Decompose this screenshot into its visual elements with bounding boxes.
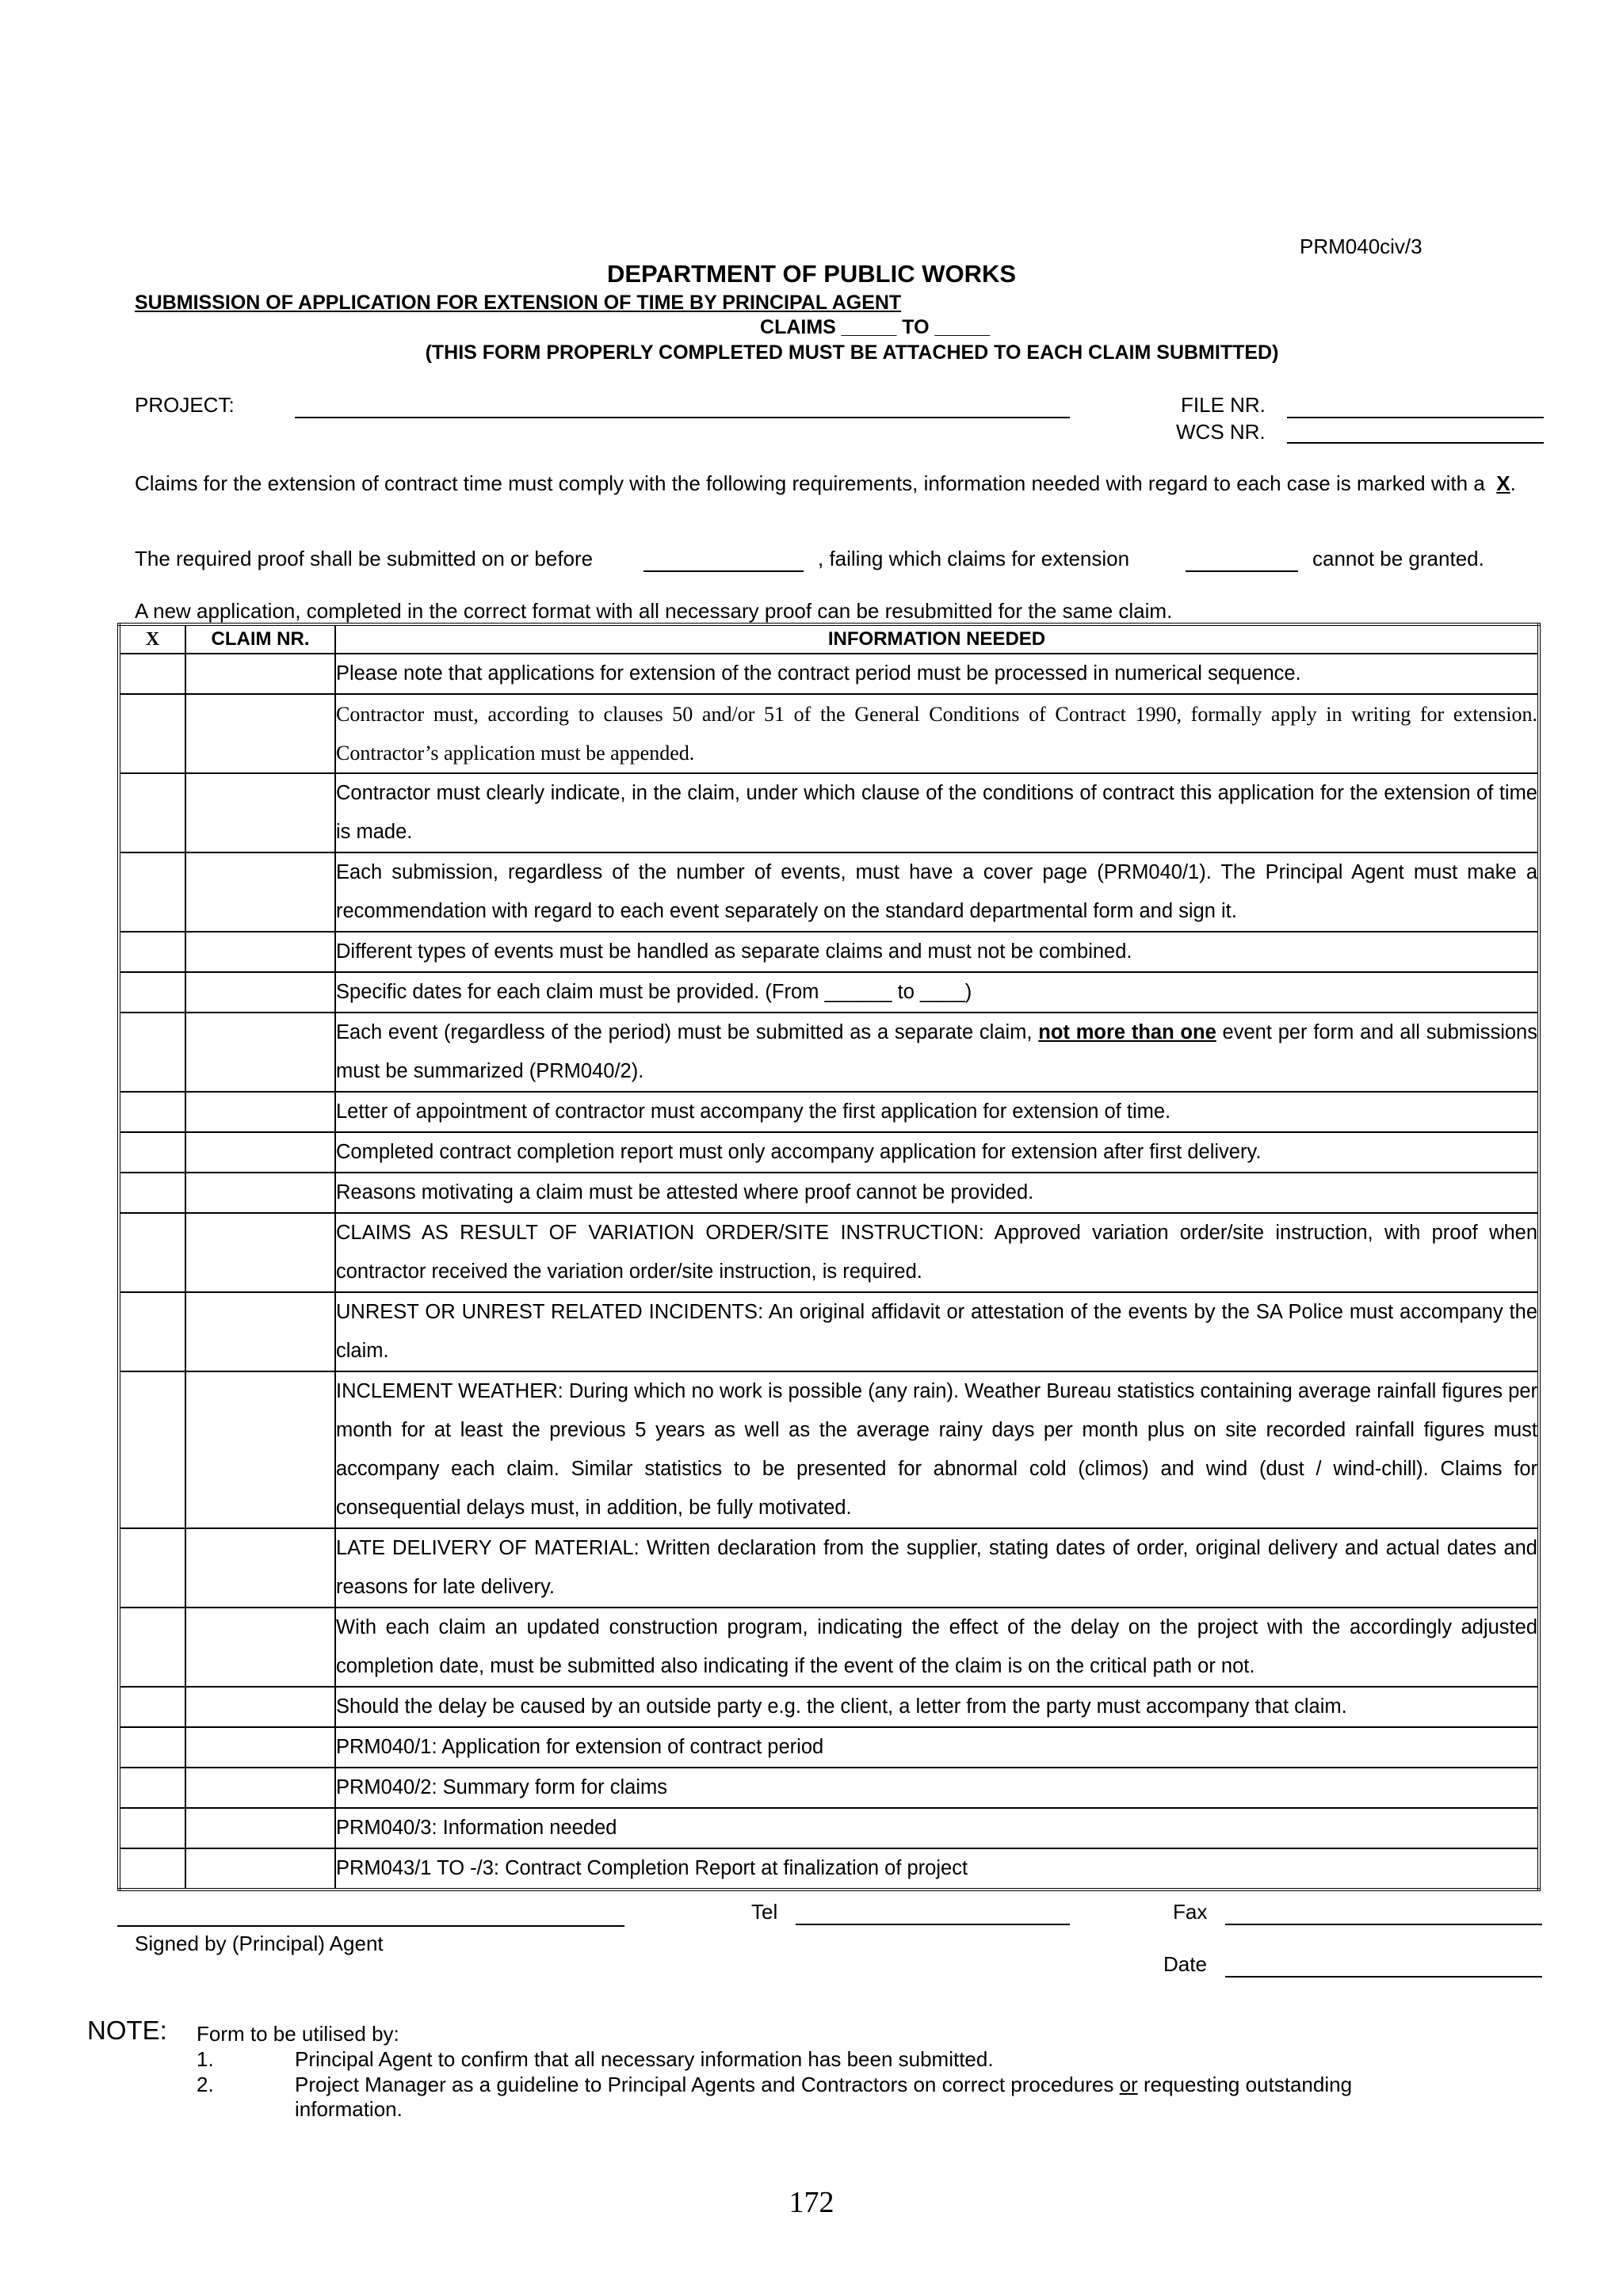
x-mark: X	[1496, 471, 1510, 495]
header-claim-nr: CLAIM NR.	[185, 624, 335, 654]
x-mark-cell[interactable]	[119, 1371, 185, 1528]
proof-text-a: The required proof shall be submitted on or before	[135, 547, 594, 570]
proof-text-b: , failing which claims for extension	[818, 547, 1130, 570]
claim-nr-cell[interactable]	[185, 1013, 335, 1092]
x-mark-cell[interactable]	[119, 1768, 185, 1808]
information-needed-cell: With each claim an updated construction program, indicating the effect of the delay on the project with the accordingly adjusted completion date, must be submitted also indicating if the event of the claim is on the critical path or not.	[335, 1608, 1539, 1687]
x-mark-cell[interactable]	[119, 694, 185, 773]
claim-nr-cell[interactable]	[185, 1727, 335, 1768]
project-label: PROJECT:	[135, 393, 235, 417]
x-mark-cell[interactable]	[119, 1013, 185, 1092]
table-row	[119, 1768, 1539, 1808]
proof-text-c: cannot be granted.	[1312, 547, 1484, 570]
fax-field[interactable]	[1225, 1924, 1542, 1925]
x-mark-cell[interactable]	[119, 1687, 185, 1727]
claim-nr-cell[interactable]	[185, 972, 335, 1013]
proof-date-field[interactable]	[643, 570, 804, 572]
claim-nr-cell[interactable]	[185, 1608, 335, 1687]
information-needed-cell: PRM043/1 TO -/3: Contract Completion Report at finalization of project	[335, 1848, 1539, 1890]
fax-label: Fax	[1173, 1900, 1208, 1924]
claim-nr-cell[interactable]	[185, 1528, 335, 1608]
date-field[interactable]	[1225, 1976, 1542, 1978]
note-item2	[295, 2073, 1428, 2122]
requirements-text: Claims for the extension of contract time must comply with the following requirements, information needed with regard to each case is marked with a	[135, 471, 1485, 495]
table-row	[119, 694, 1539, 773]
table-row	[119, 1687, 1539, 1727]
requirements-paragraph	[135, 471, 1529, 496]
information-needed-cell: INCLEMENT WEATHER: During which no work is possible (any rain). Weather Bureau statistics containing average rainfall figures per month for at least the previous 5 years as well as the average rainy days per month plus on site recorded rainfall figures must accompany each claim. Similar statistics to be presented for abnormal cold (climos) and wind (dust / wind-chill). Claims for consequential delays must, in addition, be fully motivated.	[335, 1371, 1539, 1528]
event-row-text-c: event per form and all submissions must be summarized (PRM040/2).	[336, 1021, 1537, 1082]
table-row	[119, 1808, 1539, 1848]
x-mark-cell[interactable]	[119, 654, 185, 694]
signed-by-label: Signed by (Principal) Agent	[135, 1932, 384, 1955]
x-mark-cell[interactable]	[119, 852, 185, 932]
requirements-period: .	[1510, 471, 1516, 495]
form-subtitle: SUBMISSION OF APPLICATION FOR EXTENSION OF TIME BY PRINCIPAL AGENT	[135, 292, 902, 314]
table-row	[119, 1013, 1539, 1092]
information-needed-cell: CLAIMS AS RESULT OF VARIATION ORDER/SITE INSTRUCTION: Approved variation order/site instruction, with proof when contractor received the variation order/site instruction, is required.	[335, 1213, 1539, 1292]
extension-field[interactable]	[1186, 570, 1298, 572]
event-row-text-a: Each event (regardless of the period) must be submitted as a separate claim,	[336, 1021, 1033, 1043]
table-row	[119, 1528, 1539, 1608]
wcs-nr-label: WCS NR.	[1176, 420, 1266, 444]
claim-nr-cell[interactable]	[185, 1092, 335, 1132]
claim-nr-cell[interactable]	[185, 773, 335, 852]
note-item1: Principal Agent to confirm that all necessary information has been submitted.	[295, 2047, 994, 2071]
x-mark-cell[interactable]	[119, 1808, 185, 1848]
table-row	[119, 1092, 1539, 1132]
table-row	[119, 1371, 1539, 1528]
table-body	[119, 654, 1539, 1890]
page-number: 172	[789, 2186, 834, 2219]
table-row	[119, 932, 1539, 972]
x-mark-cell[interactable]	[119, 1132, 185, 1173]
claim-nr-cell[interactable]	[185, 1292, 335, 1371]
claim-nr-cell[interactable]	[185, 1132, 335, 1173]
information-table	[117, 623, 1541, 1891]
claim-nr-cell[interactable]	[185, 1687, 335, 1727]
x-mark-cell[interactable]	[119, 1608, 185, 1687]
header-x: X	[119, 624, 185, 654]
claim-nr-cell[interactable]	[185, 1213, 335, 1292]
note-item2-number: 2.	[197, 2073, 214, 2096]
information-needed-cell: Reasons motivating a claim must be attested where proof cannot be provided.	[335, 1173, 1539, 1213]
x-mark-cell[interactable]	[119, 773, 185, 852]
table-row	[119, 1213, 1539, 1292]
claim-nr-cell[interactable]	[185, 694, 335, 773]
table-row	[119, 852, 1539, 932]
project-field[interactable]	[295, 417, 1070, 418]
x-mark-cell[interactable]	[119, 1292, 185, 1371]
note-item1-number: 1.	[197, 2047, 214, 2071]
information-needed-cell: LATE DELIVERY OF MATERIAL: Written declaration from the supplier, stating dates of order, original delivery and actual dates and reasons for late delivery.	[335, 1528, 1539, 1608]
note-intro: Form to be utilised by:	[197, 2022, 399, 2046]
table-row	[119, 1727, 1539, 1768]
date-label: Date	[1163, 1952, 1207, 1976]
header-information-needed: INFORMATION NEEDED	[335, 624, 1539, 654]
information-needed-cell: Different types of events must be handled as separate claims and must not be combined.	[335, 932, 1539, 972]
claim-nr-cell[interactable]	[185, 1371, 335, 1528]
attach-note: (THIS FORM PROPERLY COMPLETED MUST BE ATTACHED TO EACH CLAIM SUBMITTED)	[425, 341, 1279, 364]
information-needed-cell: Contractor must clearly indicate, in the claim, under which clause of the conditions of contract this application for the extension of time is made.	[335, 773, 1539, 852]
file-nr-field[interactable]	[1287, 417, 1544, 418]
table-row	[119, 1608, 1539, 1687]
information-needed-cell: UNREST OR UNREST RELATED INCIDENTS: An original affidavit or attestation of the events by the SA Police must accompany the claim.	[335, 1292, 1539, 1371]
x-mark-cell[interactable]	[119, 1848, 185, 1890]
signature-field[interactable]	[117, 1925, 624, 1927]
table-row	[119, 1173, 1539, 1213]
information-needed-cell: PRM040/2: Summary form for claims	[335, 1768, 1539, 1808]
claim-nr-cell[interactable]	[185, 654, 335, 694]
claim-nr-cell[interactable]	[185, 1768, 335, 1808]
note-heading: NOTE:	[87, 2016, 167, 2045]
information-needed-cell: PRM040/1: Application for extension of contract period	[335, 1727, 1539, 1768]
information-needed-cell: Contractor must, according to clauses 50 and/or 51 of the General Conditions of Contract 1990, formally apply in writing for extension. Contractor’s application must be appended.	[335, 694, 1539, 773]
file-nr-label: FILE NR.	[1181, 393, 1266, 417]
wcs-nr-field[interactable]	[1287, 442, 1544, 444]
table-row	[119, 972, 1539, 1013]
claims-range-line: CLAIMS _____ TO _____	[760, 316, 990, 338]
department-title: DEPARTMENT OF PUBLIC WORKS	[606, 260, 1017, 288]
information-needed-cell: Should the delay be caused by an outside party e.g. the client, a letter from the party must accompany that claim.	[335, 1687, 1539, 1727]
claim-nr-cell[interactable]	[185, 1173, 335, 1213]
table-row	[119, 773, 1539, 852]
x-mark-cell[interactable]	[119, 1727, 185, 1768]
table-row	[119, 1292, 1539, 1371]
note-item2-text-a: Project Manager as a guideline to Principal Agents and Contractors on correct procedures	[295, 2073, 1114, 2096]
form-code: PRM040civ/3	[1300, 235, 1423, 258]
tel-label: Tel	[751, 1900, 778, 1924]
information-needed-cell: Each submission, regardless of the number of events, must have a cover page (PRM040/1). The Principal Agent must make a recommendation with regard to each event separately on the standard departmental form and sign it.	[335, 852, 1539, 932]
x-mark-cell[interactable]	[119, 972, 185, 1013]
claim-nr-cell[interactable]	[185, 932, 335, 972]
information-needed-cell: PRM040/3: Information needed	[335, 1808, 1539, 1848]
table-row	[119, 1848, 1539, 1890]
claim-nr-cell[interactable]	[185, 852, 335, 932]
tel-field[interactable]	[796, 1924, 1070, 1925]
table-row	[119, 1132, 1539, 1173]
table-row	[119, 654, 1539, 694]
claim-nr-cell[interactable]	[185, 1808, 335, 1848]
x-mark-cell[interactable]	[119, 1173, 185, 1213]
information-needed-cell	[335, 1013, 1539, 1092]
claim-nr-cell[interactable]	[185, 1848, 335, 1890]
table-header-row	[119, 624, 1539, 654]
x-mark-cell[interactable]	[119, 1092, 185, 1132]
x-mark-cell[interactable]	[119, 932, 185, 972]
resubmit-text: A new application, completed in the correct format with all necessary proof can be resubmitted for the same claim.	[135, 599, 1173, 623]
x-mark-cell[interactable]	[119, 1528, 185, 1608]
note-item2-text-b: requesting outstanding information.	[295, 2073, 1353, 2121]
information-needed-cell: Letter of appointment of contractor must accompany the first application for extension of time.	[335, 1092, 1539, 1132]
information-needed-cell: Please note that applications for extension of the contract period must be processed in numerical sequence.	[335, 654, 1539, 694]
event-row-emphasis: not more than one	[1038, 1021, 1216, 1043]
x-mark-cell[interactable]	[119, 1213, 185, 1292]
note-item2-or: or	[1119, 2073, 1138, 2096]
information-needed-cell: Completed contract completion report must only accompany application for extension after first delivery.	[335, 1132, 1539, 1173]
information-needed-cell: Specific dates for each claim must be provided. (From ______ to ____)	[335, 972, 1539, 1013]
